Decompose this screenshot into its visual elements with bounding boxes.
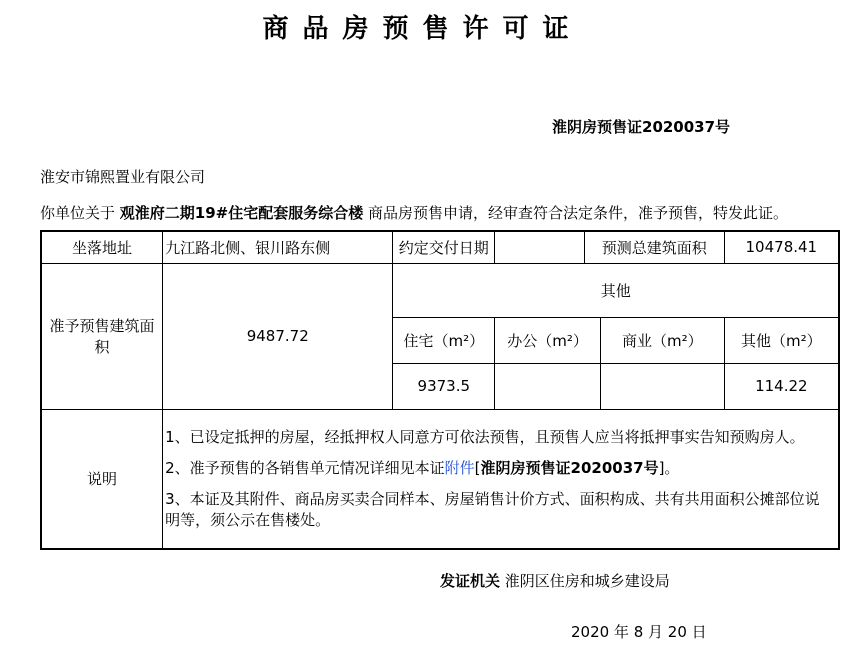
permit-table [40,230,840,550]
intro-prefix: 你单位关于 [40,204,116,222]
certificate-number: 淮阴房预售证2020037号 [552,118,731,136]
issue-date: 2020 年 8 月 20 日 [571,623,707,641]
total-area-label: 预测总建筑面积 [584,231,724,263]
project-name: 观淮府二期19#住宅配套服务综合楼 [119,204,364,222]
intro-suffix: 商品房预售申请，经审查符合法定条件，准予预售，特发此证。 [368,204,789,222]
notes-label: 说明 [41,409,163,549]
commercial-value [600,363,724,409]
note-item-3: 3、本证及其附件、商品房买卖合同样本、房屋销售计价方式、面积构成、共有共用面积公摊部位说明等，须公示在售楼处。 [165,489,820,529]
office-label: 办公（m²） [495,317,601,363]
commercial-label: 商业（m²） [600,317,724,363]
note-item-2 [165,458,832,479]
note-item-1: 1、已设定抵押的房屋，经抵押权人同意方可依法预售，且预售人应当将抵押事实告知预购房人。 [165,427,805,446]
office-value [495,363,601,409]
note2-reference: 淮阴房预售证2020037号 [480,458,659,477]
others-label: 其他（m²） [724,317,839,363]
document-title: 商品房预售许可证 [262,14,583,44]
table-row [41,409,839,549]
table-row [41,263,839,317]
intro-paragraph [40,202,788,223]
issuer-value: 淮阴区住房和城乡建设局 [504,572,670,590]
delivery-date-value [495,231,585,263]
notes-content [163,409,839,549]
issuer-label: 发证机关 [440,572,501,590]
residential-value: 9373.5 [393,363,495,409]
total-area-value: 10478.41 [724,231,839,263]
issuing-authority [440,570,670,591]
table-row [41,231,839,263]
attachment-link[interactable]: 附件 [444,458,475,477]
delivery-date-label: 约定交付日期 [393,231,495,263]
other-header: 其他 [393,263,839,317]
note2-suffix: ]。 [658,458,680,477]
presale-area-value: 9487.72 [163,263,393,409]
others-value: 114.22 [724,363,839,409]
note2-bracket-open: [ [474,458,481,477]
location-value: 九江路北侧、银川路东侧 [163,231,393,263]
company-name: 淮安市锦熙置业有限公司 [40,168,206,186]
residential-label: 住宅（m²） [393,317,495,363]
presale-area-label: 准予预售建筑面积 [41,263,163,409]
note2-prefix: 2、准予预售的各销售单元情况详细见本证 [165,458,445,477]
location-label: 坐落地址 [41,231,163,263]
